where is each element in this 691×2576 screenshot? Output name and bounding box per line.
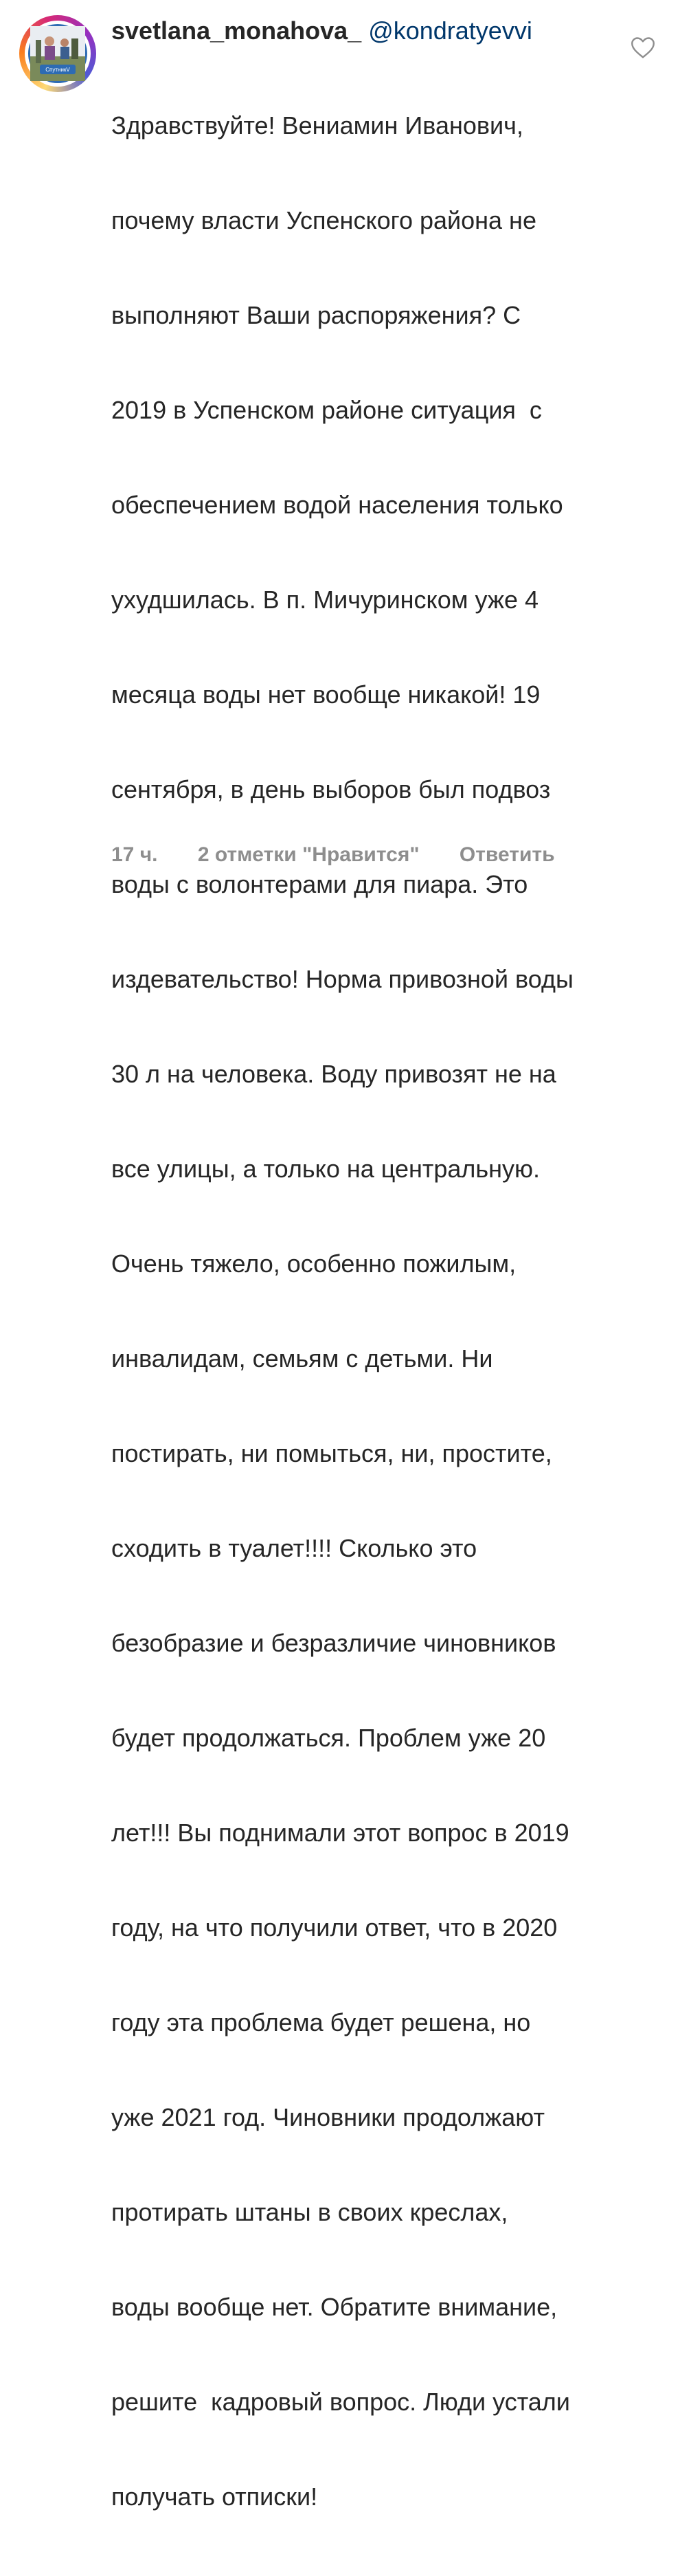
comment-line: 2019 в Успенском районе ситуация с bbox=[111, 396, 542, 424]
comment-line: году эта проблема будет решена, но bbox=[111, 2008, 531, 2036]
comment-line: сентября, в день выборов был подвоз bbox=[111, 775, 551, 803]
avatar-image bbox=[30, 26, 85, 81]
comment-line: Очень тяжело, особенно пожилым, bbox=[111, 1250, 517, 1278]
avatar-story-ring[interactable] bbox=[19, 15, 96, 92]
comment-header bbox=[111, 15, 620, 47]
comment-line: инвалидам, семьям с детьми. Ни bbox=[111, 1344, 493, 1373]
comment-line: Здравствуйте! Вениамин Иванович, bbox=[111, 111, 523, 140]
comment-time: 17 ч. bbox=[111, 843, 158, 866]
comment-line: безобразие и безразличие чиновников bbox=[111, 1629, 556, 1657]
comment-line: ухудшилась. В п. Мичуринском уже 4 bbox=[111, 586, 539, 614]
heart-outline-icon[interactable] bbox=[631, 36, 655, 59]
comment-line: месяца воды нет вообще никакой! 19 bbox=[111, 680, 541, 709]
comment-line: уже 2021 год. Чиновники продолжают bbox=[111, 2103, 545, 2131]
comment-line: получать отписки! bbox=[111, 2483, 318, 2511]
comment-line: обеспечением водой населения только bbox=[111, 491, 563, 519]
comment-meta bbox=[111, 840, 555, 870]
comment-line: почему власти Успенского района не bbox=[111, 206, 536, 234]
comment-line: лет!!! Вы поднимали этот вопрос в 2019 bbox=[111, 1819, 569, 1847]
comment-line: сходить в туалет!!!! Сколько это bbox=[111, 1534, 477, 1562]
comment-line: году, на что получили ответ, что в 2020 bbox=[111, 1913, 558, 1942]
reply-button[interactable]: Ответить bbox=[459, 843, 555, 866]
avatar[interactable] bbox=[28, 24, 87, 83]
likes-count-link[interactable]: 2 отметки "Нравится" bbox=[197, 843, 420, 866]
mention-link[interactable]: @kondratyevvi bbox=[368, 16, 532, 45]
comment-line: постирать, ни помыться, ни, простите, bbox=[111, 1439, 552, 1467]
avatar-caption: СпутникV bbox=[45, 67, 70, 73]
comment-line: воды вообще нет. Обратите внимание, bbox=[111, 2293, 558, 2321]
comment-line: 30 л на человека. Воду привозят не на bbox=[111, 1060, 556, 1088]
comment-line: воды с волонтерами для пиара. Это bbox=[111, 870, 528, 898]
username-link[interactable]: svetlana_monahova_ bbox=[111, 16, 362, 45]
comment-line: протирать штаны в своих креслах, bbox=[111, 2198, 508, 2226]
comment-body bbox=[111, 15, 620, 2576]
comment-line: все улицы, а только на центральную. bbox=[111, 1155, 541, 1183]
comment-line: будет продолжаться. Проблем уже 20 bbox=[111, 1724, 546, 1752]
comment-text bbox=[111, 47, 620, 2576]
comment-line: выполняют Ваши распоряжения? С bbox=[111, 301, 521, 329]
comment-line: решите кадровый вопрос. Люди устали bbox=[111, 2388, 570, 2416]
comment-line: издевательство! Норма привозной воды bbox=[111, 965, 574, 993]
